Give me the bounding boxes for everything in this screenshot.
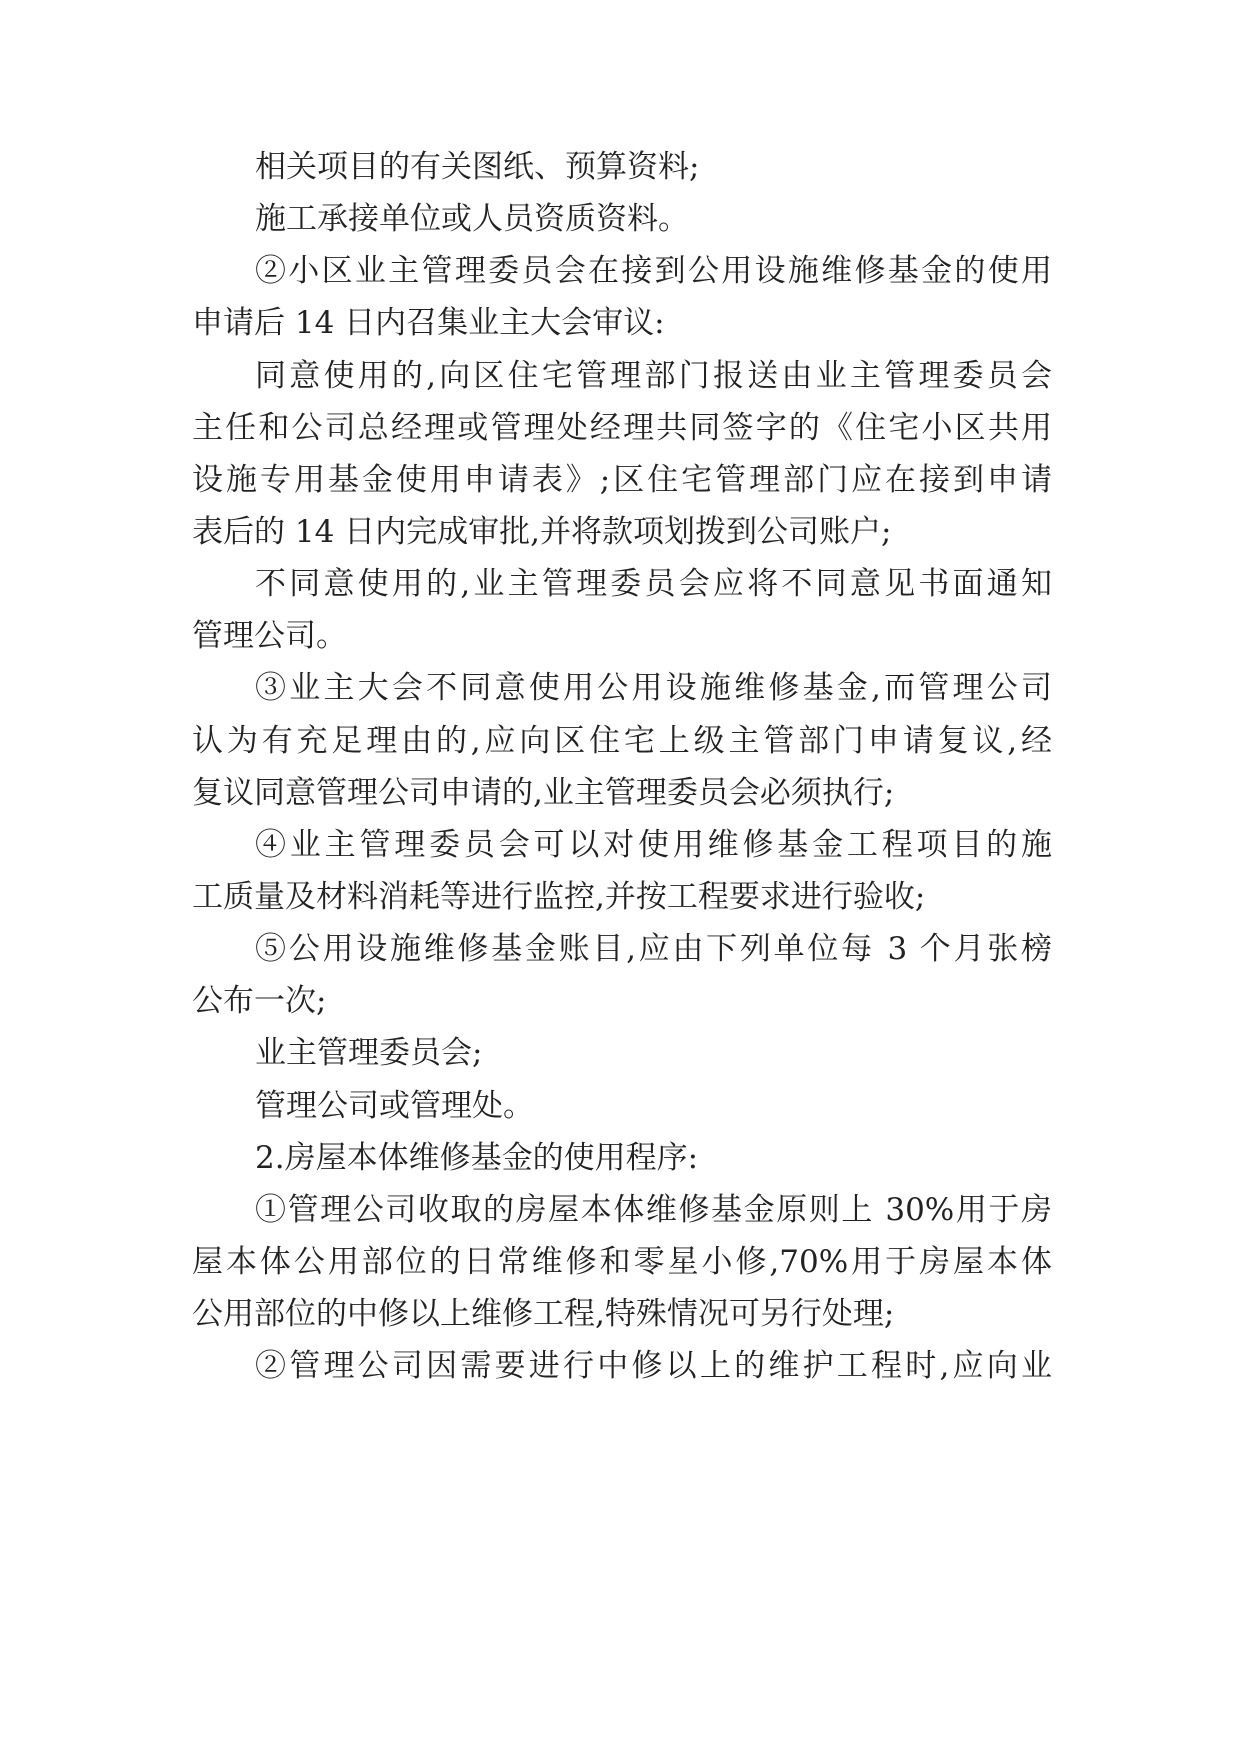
text-line: 不同意使用的,业主管理委员会应将不同意见书面通知 — [255, 566, 1052, 602]
text-line: 认为有充足理由的,应向区住宅上级主管部门申请复议,经 — [192, 723, 1052, 759]
text-line: ③业主大会不同意使用公用设施维修基金,而管理公司 — [255, 670, 1052, 706]
text-line: 申请后 14 日内召集业主大会审议: — [192, 305, 665, 341]
text-line: ⑤公用设施维修基金账目,应由下列单位每 3 个月张榜 — [255, 931, 1052, 967]
text-line: 施工承接单位或人员资质资料。 — [255, 201, 689, 237]
text-line: 管理公司或管理处。 — [255, 1088, 534, 1124]
text-line: 业主管理委员会; — [255, 1035, 483, 1071]
text-line: 相关项目的有关图纸、预算资料; — [255, 149, 700, 185]
text-line: 2.房屋本体维修基金的使用程序: — [255, 1140, 699, 1176]
text-line: 表后的 14 日内完成审批,并将款项划拨到公司账户; — [192, 514, 892, 550]
text-line: 管理公司。 — [192, 618, 347, 654]
text-line: 设施专用基金使用申请表》;区住宅管理部门应在接到申请 — [192, 462, 1052, 498]
text-line: 公布一次; — [192, 983, 327, 1019]
text-line: 复议同意管理公司申请的,业主管理委员会必须执行; — [192, 775, 895, 811]
text-line: ④业主管理委员会可以对使用维修基金工程项目的施 — [255, 827, 1052, 863]
text-line: 屋本体公用部位的日常维修和零星小修,70%用于房屋本体 — [192, 1244, 1052, 1280]
text-line: 同意使用的,向区住宅管理部门报送由业主管理委员会 — [255, 358, 1052, 394]
text-line: 公用部位的中修以上维修工程,特殊情况可另行处理; — [192, 1296, 895, 1332]
text-line: 主任和公司总经理或管理处经理共同签字的《住宅小区共用 — [192, 410, 1052, 446]
text-line: 工质量及材料消耗等进行监控,并按工程要求进行验收; — [192, 879, 926, 915]
text-line: ①管理公司收取的房屋本体维修基金原则上 30%用于房 — [255, 1192, 1052, 1228]
text-line: ②管理公司因需要进行中修以上的维护工程时,应向业 — [255, 1348, 1052, 1384]
text-line: ②小区业主管理委员会在接到公用设施维修基金的使用 — [255, 253, 1052, 289]
